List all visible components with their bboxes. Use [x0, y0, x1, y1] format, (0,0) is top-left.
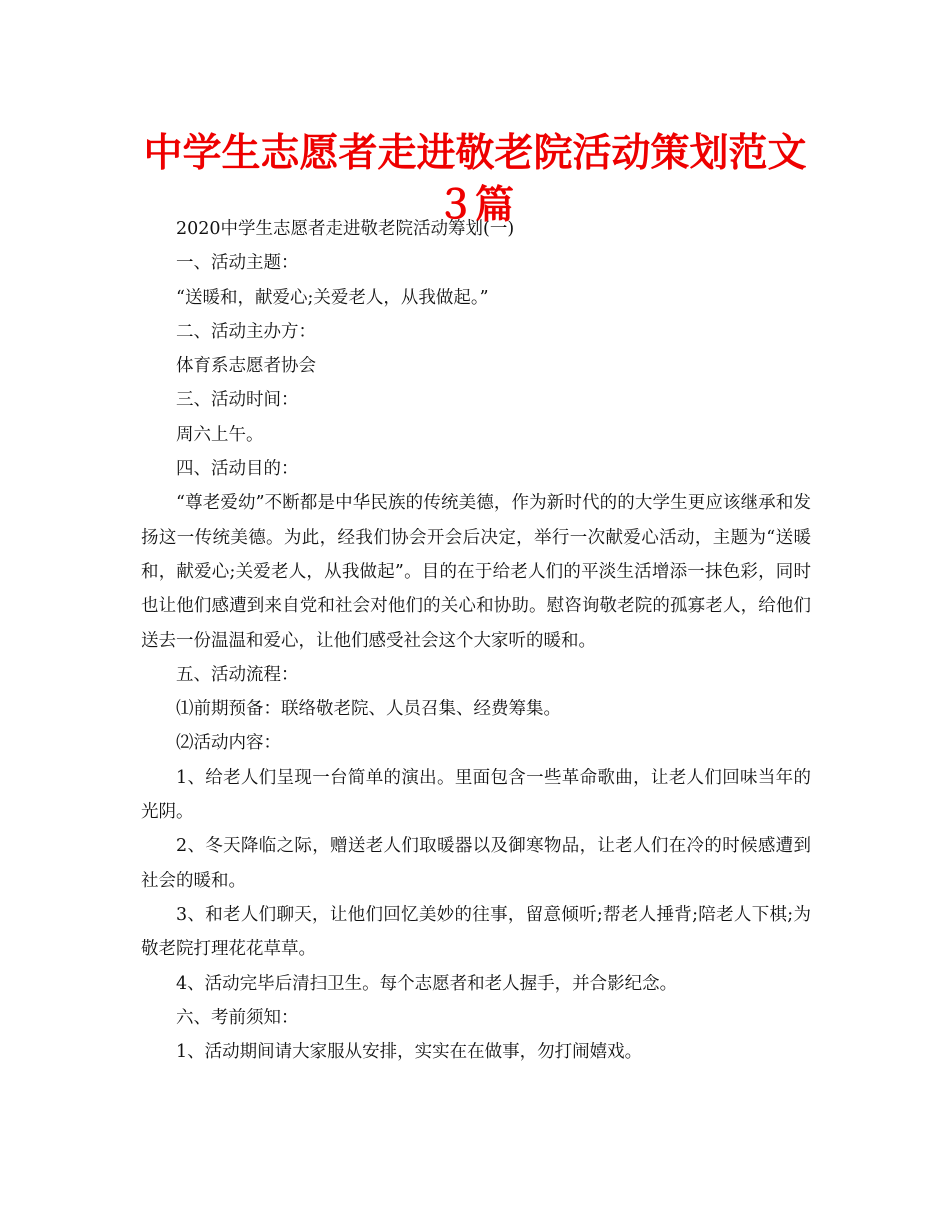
paragraph-section-organizer: 二、活动主办方： [176, 321, 316, 342]
paragraph-content-item-2: 2、冬天降临之际，赠送老人们取暖器以及御寒物品，让老人们在冷的时候感遭到社会的暖和。 [141, 836, 811, 891]
paragraph-heading-plan: 2020中学生志愿者走进敬老院活动筹划(一) [176, 219, 515, 239]
paragraph-time-text: 周六上午。 [176, 424, 264, 445]
paragraph-content-item-4: 4、活动完毕后清扫卫生。每个志愿者和老人握手，并合影纪念。 [176, 973, 678, 994]
paragraph-section-process: 五、活动流程： [176, 664, 299, 685]
paragraph-process-content: ⑵活动内容： [176, 733, 281, 754]
paragraph-organizer-text: 体育系志愿者协会 [176, 356, 316, 377]
document-title: 中学生志愿者走进敬老院活动策划范文３篇 [143, 131, 807, 228]
paragraph-theme-text: “送暖和，献爱心;关爱老人，从我做起。” [176, 287, 489, 308]
paragraph-section-theme: 一、活动主题： [176, 253, 299, 274]
document-body [141, 212, 811, 1069]
paragraph-section-time: 三、活动时间： [176, 390, 299, 411]
paragraph-purpose-text: “尊老爱幼”不断都是中华民族的传统美德，作为新时代的的大学生更应该继承和发扬这一传统美德。为此，经我们协会开会后决定，举行一次献爱心活动，主题为“送暖和，献爱心;关爱老人，从我做起”。目的在于给老人们的平淡生活增添一抹色彩，同时也让他们感遭到来自党和社会对他们的关心和协助。慰咨询敬老院的孤寡老人，给他们送去一份温温和爱心，让他们感受社会这个大家听的暖和。 [141, 493, 811, 651]
paragraph-notes-item-1: 1、活动期间请大家服从安排，实实在在做事，勿打闹嬉戏。 [176, 1042, 643, 1063]
paragraph-content-item-3: 3、和老人们聊天，让他们回忆美妙的往事，留意倾听;帮老人捶背;陪老人下棋;为敬老院打理花花草草。 [141, 904, 811, 960]
paragraph-content-item-1: 1、给老人们呈现一台简单的演出。里面包含一些革命歌曲，让老人们回味当年的光阴。 [141, 767, 811, 823]
paragraph-section-purpose: 四、活动目的： [176, 459, 299, 480]
paragraph-process-prep: ⑴前期预备：联络敬老院、人员召集、经费筹集。 [176, 699, 561, 720]
paragraph-section-notes: 六、考前须知： [176, 1007, 299, 1028]
